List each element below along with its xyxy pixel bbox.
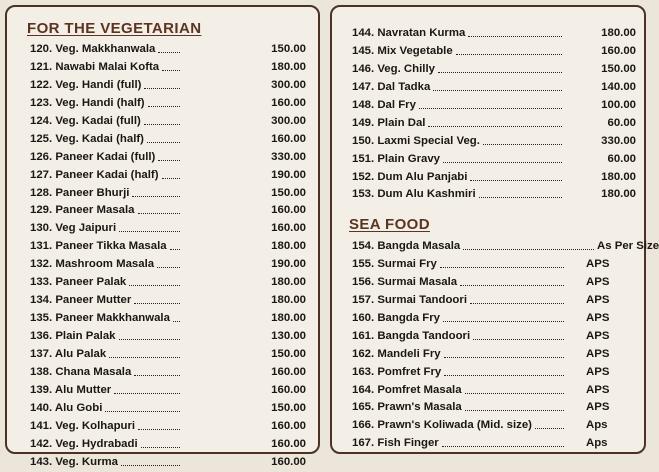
menu-item-row: [352, 115, 642, 133]
menu-item-row: [30, 220, 320, 238]
menu-item-name: 120. Veg. Makkhanwala: [30, 43, 156, 55]
dot-leader: [158, 52, 180, 53]
menu-item-row: [30, 292, 320, 310]
menu-item-name: 142. Veg. Hydrabadi: [30, 437, 138, 450]
vegetarian-continued-list: [352, 25, 642, 204]
dot-leader: [119, 231, 180, 232]
menu-item-price: APS: [586, 311, 610, 324]
menu-item-price: 150.00: [271, 43, 306, 55]
menu-item-price: 330.00: [271, 150, 306, 163]
menu-item-name: 146. Veg. Chilly: [352, 62, 435, 75]
menu-item-row: [30, 41, 320, 59]
menu-item-name: 160. Bangda Fry: [352, 311, 440, 324]
menu-item-name: 154. Bangda Masala: [352, 240, 461, 252]
menu-item-name: 128. Paneer Bhurji: [30, 186, 130, 199]
menu-item-row: [30, 436, 320, 454]
dot-leader: [134, 375, 180, 376]
dot-leader: [473, 339, 564, 340]
menu-item-price: 160.00: [271, 383, 306, 396]
menu-item-row: [30, 382, 320, 400]
dot-leader: [419, 108, 562, 109]
dot-leader: [138, 213, 180, 214]
menu-item-row: [30, 346, 320, 364]
menu-item-name: 135. Paneer Makkhanwala: [30, 312, 170, 325]
menu-item-price: 190.00: [271, 168, 306, 181]
menu-item-price: 180.00: [271, 294, 306, 307]
dot-leader: [138, 429, 180, 430]
menu-item-price: 160.00: [271, 204, 306, 217]
menu-item-price: 180.00: [271, 240, 306, 253]
menu-item-price: 180.00: [271, 312, 306, 325]
menu-item-price: 160.00: [271, 437, 306, 450]
menu-item-row: [352, 382, 642, 400]
menu-item-price: 150.00: [271, 401, 306, 414]
menu-item-price: 140.00: [601, 80, 636, 93]
menu-item-row: [352, 169, 642, 187]
menu-item-name: 148. Dal Fry: [352, 98, 416, 111]
menu-item-price: 150.00: [271, 186, 306, 199]
menu-item-name: 155. Surmai Fry: [352, 257, 437, 270]
menu-item-name: 152. Dum Alu Panjabi: [352, 170, 468, 183]
menu-item-row: [30, 238, 320, 256]
menu-item-price: 60.00: [607, 116, 636, 129]
dot-leader: [147, 142, 180, 143]
dot-leader: [141, 447, 180, 448]
menu-item-row: [30, 400, 320, 418]
vegetarian-list: [30, 41, 320, 472]
menu-item-name: 130. Veg Jaipuri: [30, 222, 117, 235]
menu-item-price: APS: [586, 347, 610, 360]
dot-leader: [443, 321, 564, 322]
menu-item-name: 129. Paneer Masala: [30, 204, 135, 217]
menu-item-name: 127. Paneer Kadai (half): [30, 168, 159, 181]
menu-item-name: 151. Plain Gravy: [352, 152, 441, 165]
dot-leader: [535, 428, 564, 429]
menu-item-name: 161. Bangda Tandoori: [352, 329, 471, 342]
menu-item-name: 150. Laxmi Special Veg.: [352, 134, 480, 147]
menu-item-name: 121. Nawabi Malai Kofta: [30, 60, 160, 73]
menu-item-name: 157. Surmai Tandoori: [352, 293, 467, 306]
menu-item-name: 164. Pomfret Masala: [352, 383, 462, 396]
menu-item-price: APS: [586, 275, 610, 288]
menu-item-row: [30, 95, 320, 113]
dot-leader: [438, 72, 562, 73]
menu-item-name: 156. Surmai Masala: [352, 275, 458, 288]
menu-item-price: 190.00: [271, 258, 306, 271]
menu-item-row: [352, 238, 659, 256]
menu-item-name: 138. Chana Masala: [30, 365, 132, 378]
menu-item-row: [352, 310, 642, 328]
menu-item-row: [30, 167, 320, 185]
menu-item-name: 140. Alu Gobi: [30, 401, 103, 414]
menu-panel-right: [330, 5, 659, 454]
menu-item-name: 137. Alu Palak: [30, 347, 107, 360]
dot-leader: [479, 197, 562, 198]
menu-item-name: 136. Plain Palak: [30, 330, 116, 342]
menu-item-row: [352, 346, 642, 364]
menu-item-price: 150.00: [601, 62, 636, 75]
menu-item-row: [30, 454, 320, 472]
menu-item-price: APS: [586, 365, 610, 378]
menu-item-price: 330.00: [601, 134, 636, 147]
dot-leader: [442, 446, 564, 447]
menu-item-name: 147. Dal Tadka: [352, 80, 431, 93]
dot-leader: [470, 303, 564, 304]
menu-item-name: 145. Mix Vegetable: [352, 44, 453, 57]
dot-leader: [483, 144, 562, 145]
menu-item-name: 141. Veg. Kolhapuri: [30, 419, 136, 432]
menu-item-row: [30, 310, 320, 328]
dot-leader: [468, 36, 562, 37]
menu-item-row: [352, 79, 642, 97]
menu-item-row: [352, 435, 642, 453]
menu-item-price: Aps: [586, 419, 608, 432]
menu-item-row: [352, 417, 642, 435]
dot-leader: [105, 411, 180, 412]
menu-item-price: APS: [586, 383, 610, 396]
dot-leader: [428, 126, 562, 127]
menu-item-row: [352, 25, 642, 43]
menu-item-price: 130.00: [271, 330, 306, 342]
menu-item-name: 122. Veg. Handi (full): [30, 78, 142, 91]
dot-leader: [144, 124, 180, 125]
menu-item-price: 100.00: [601, 98, 636, 111]
dot-leader: [470, 180, 562, 181]
menu-item-row: [30, 328, 320, 346]
menu-item-name: 132. Mashroom Masala: [30, 258, 155, 271]
menu-item-row: [352, 292, 642, 310]
menu-item-price: 160.00: [271, 96, 306, 109]
menu-item-price: 60.00: [607, 152, 636, 165]
menu-item-price: APS: [586, 329, 610, 342]
menu-item-price: 160.00: [271, 365, 306, 378]
menu-panel-left: [5, 5, 320, 468]
menu-item-row: [30, 131, 320, 149]
dot-leader: [444, 375, 564, 376]
menu-item-row: [352, 256, 642, 274]
menu-item-price: 180.00: [601, 188, 636, 201]
menu-item-row: [30, 77, 320, 95]
dot-leader: [109, 357, 180, 358]
dot-leader: [444, 357, 564, 358]
dot-leader: [148, 106, 180, 107]
menu-item-name: 143. Veg. Kurma: [30, 455, 119, 468]
dot-leader: [157, 267, 180, 268]
menu-item-name: 144. Navratan Kurma: [352, 27, 466, 39]
menu-item-row: [352, 186, 642, 204]
dot-leader: [170, 249, 180, 250]
menu-item-name: 165. Prawn's Masala: [352, 401, 462, 414]
menu-item-price: 160.00: [271, 222, 306, 235]
dot-leader: [132, 196, 180, 197]
dot-leader: [456, 54, 562, 55]
dot-leader: [114, 393, 180, 394]
menu-item-row: [352, 43, 642, 61]
menu-item-name: 166. Prawn's Koliwada (Mid. size): [352, 419, 532, 432]
dot-leader: [433, 90, 562, 91]
menu-item-price: 160.00: [271, 419, 306, 432]
dot-leader: [460, 285, 564, 286]
menu-item-row: [30, 185, 320, 203]
menu-item-price: As Per Size: [597, 240, 659, 252]
dot-leader: [465, 410, 564, 411]
dot-leader: [162, 178, 180, 179]
dot-leader: [158, 160, 180, 161]
menu-item-name: 162. Mandeli Fry: [352, 347, 441, 360]
menu-item-name: 133. Paneer Palak: [30, 276, 127, 289]
menu-item-price: 160.00: [601, 44, 636, 57]
menu-item-name: 134. Paneer Mutter: [30, 294, 132, 307]
menu-item-price: 180.00: [601, 27, 636, 39]
menu-item-name: 123. Veg. Handi (half): [30, 96, 145, 109]
menu-item-price: APS: [586, 401, 610, 414]
menu-item-row: [30, 59, 320, 77]
menu-item-name: 167. Fish Finger: [352, 437, 439, 450]
menu-item-row: [30, 149, 320, 167]
section-title-vegetarian: FOR THE VEGETARIAN: [27, 20, 202, 37]
menu-item-price: 150.00: [271, 347, 306, 360]
dot-leader: [162, 70, 180, 71]
menu-item-row: [352, 364, 642, 382]
menu-item-price: 180.00: [601, 170, 636, 183]
dot-leader: [465, 393, 564, 394]
seafood-list: [352, 238, 659, 453]
menu-item-price: 300.00: [271, 78, 306, 91]
menu-item-name: 149. Plain Dal: [352, 116, 426, 129]
menu-item-row: [30, 113, 320, 131]
dot-leader: [440, 267, 564, 268]
menu-item-row: [352, 151, 642, 169]
dot-leader: [463, 249, 594, 250]
menu-item-row: [30, 256, 320, 274]
menu-item-name: 124. Veg. Kadai (full): [30, 114, 141, 127]
menu-item-name: 126. Paneer Kadai (full): [30, 150, 156, 163]
dot-leader: [443, 162, 562, 163]
menu-item-price: 180.00: [271, 276, 306, 289]
menu-item-row: [352, 61, 642, 79]
menu-item-row: [352, 97, 642, 115]
dot-leader: [173, 321, 180, 322]
menu-item-price: 180.00: [271, 60, 306, 73]
menu-item-name: 125. Veg. Kadai (half): [30, 132, 144, 145]
menu-item-name: 131. Paneer Tikka Masala: [30, 240, 167, 253]
menu-item-price: 160.00: [271, 455, 306, 468]
dot-leader: [134, 303, 180, 304]
dot-leader: [121, 465, 180, 466]
menu-item-price: APS: [586, 293, 610, 306]
dot-leader: [119, 339, 180, 340]
menu-item-name: 153. Dum Alu Kashmiri: [352, 188, 476, 201]
dot-leader: [129, 285, 180, 286]
menu-item-row: [30, 202, 320, 220]
dot-leader: [144, 88, 180, 89]
menu-item-price: Aps: [586, 437, 608, 450]
menu-item-row: [352, 133, 642, 151]
menu-item-price: APS: [586, 257, 610, 270]
menu-item-name: 163. Pomfret Fry: [352, 365, 442, 378]
menu-item-name: 139. Alu Mutter: [30, 383, 112, 396]
menu-item-row: [352, 328, 642, 346]
menu-item-row: [352, 274, 642, 292]
section-title-seafood: SEA FOOD: [349, 216, 430, 233]
menu-item-price: 160.00: [271, 132, 306, 145]
menu-item-row: [30, 418, 320, 436]
menu-item-row: [30, 364, 320, 382]
menu-item-price: 300.00: [271, 114, 306, 127]
menu-item-row: [30, 274, 320, 292]
menu-item-row: [352, 399, 642, 417]
